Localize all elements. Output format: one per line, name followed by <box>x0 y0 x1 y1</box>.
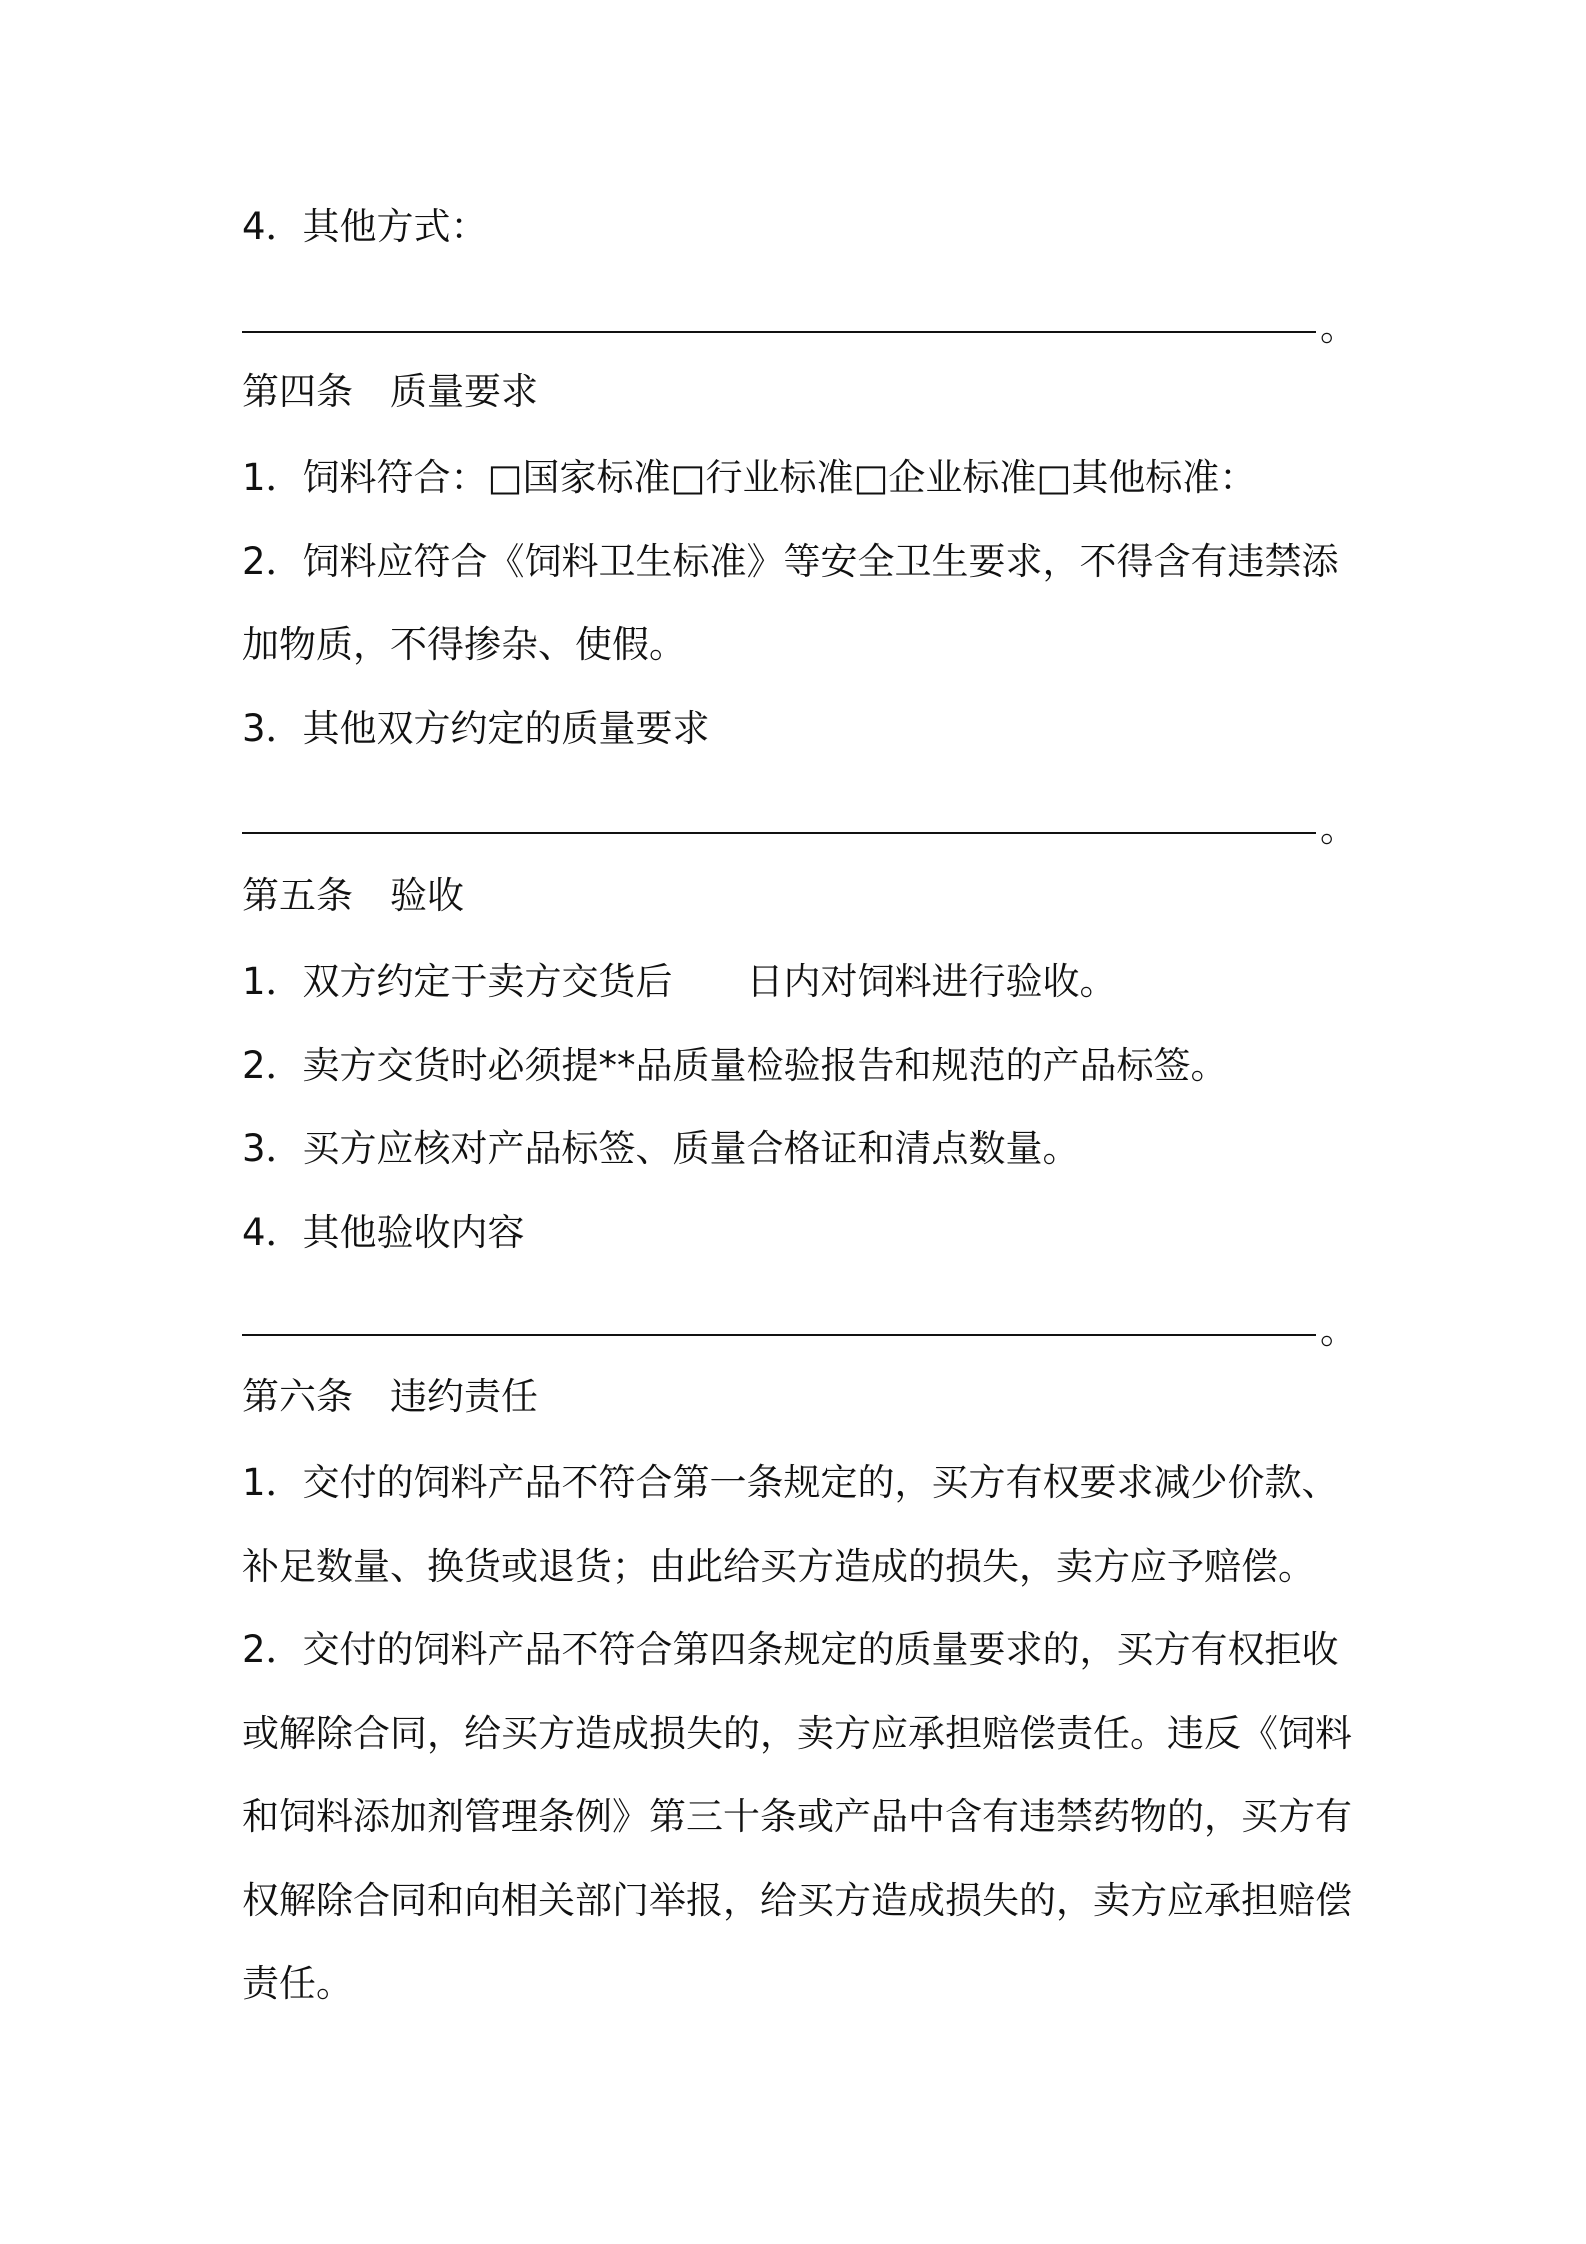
clause5-item3: 3．买方应核对产品标签、质量合格证和清点数量。 <box>242 1127 1080 1170</box>
clause6-item1-line2: 补足数量、换货或退货；由此给买方造成的损失，卖方应予赔偿。 <box>242 1545 1315 1588</box>
clause6-item2-line2: 或解除合同，给买方造成损失的，卖方应承担赔偿责任。违反《饲料 <box>242 1712 1352 1755</box>
clause6-item2-line1: 2．交付的饲料产品不符合第四条规定的质量要求的，买方有权拒收 <box>242 1628 1339 1671</box>
clause4-item2-line1: 2．饲料应符合《饲料卫生标准》等安全卫生要求，不得含有违禁添 <box>242 540 1339 583</box>
clause3-item4: 4．其他方式： <box>242 205 488 248</box>
clause4-heading: 第四条 质量要求 <box>242 370 538 413</box>
clause6-heading: 第六条 违约责任 <box>242 1375 538 1418</box>
clause5-item4: 4．其他验收内容 <box>242 1211 525 1254</box>
clause3-fill-blank[interactable] <box>242 303 1362 353</box>
fill-blank-end-mark: 。 <box>1320 807 1357 850</box>
fill-blank-end-mark: 。 <box>1320 1309 1357 1352</box>
clause5-fill-blank[interactable] <box>242 1306 1362 1356</box>
clause4-item3: 3．其他双方约定的质量要求 <box>242 707 710 750</box>
fill-blank-end-mark: 。 <box>1320 306 1357 349</box>
clause4-fill-blank[interactable] <box>242 804 1362 854</box>
fill-blank-underline <box>242 331 1316 333</box>
clause4-item1: 1．饲料符合：□国家标准□行业标准□企业标准□其他标准： <box>242 456 1257 499</box>
fill-blank-underline <box>242 1334 1316 1336</box>
clause6-item1-line1: 1．交付的饲料产品不符合第一条规定的，买方有权要求减少价款、 <box>242 1461 1339 1504</box>
clause6-item2-line4: 权解除合同和向相关部门举报，给买方造成损失的，卖方应承担赔偿 <box>242 1879 1352 1922</box>
clause5-item1: 1．双方约定于卖方交货后 日内对饲料进行验收。 <box>242 960 1117 1003</box>
fill-blank-underline <box>242 832 1316 834</box>
clause5-item2: 2．卖方交货时必须提**品质量检验报告和规范的产品标签。 <box>242 1044 1228 1087</box>
clause4-item2-line2: 加物质，不得掺杂、使假。 <box>242 623 686 666</box>
clause6-item2-line5: 责任。 <box>242 1962 353 2005</box>
clause6-item2-line3: 和饲料添加剂管理条例》第三十条或产品中含有违禁药物的，买方有 <box>242 1795 1352 1838</box>
clause5-heading: 第五条 验收 <box>242 874 464 917</box>
